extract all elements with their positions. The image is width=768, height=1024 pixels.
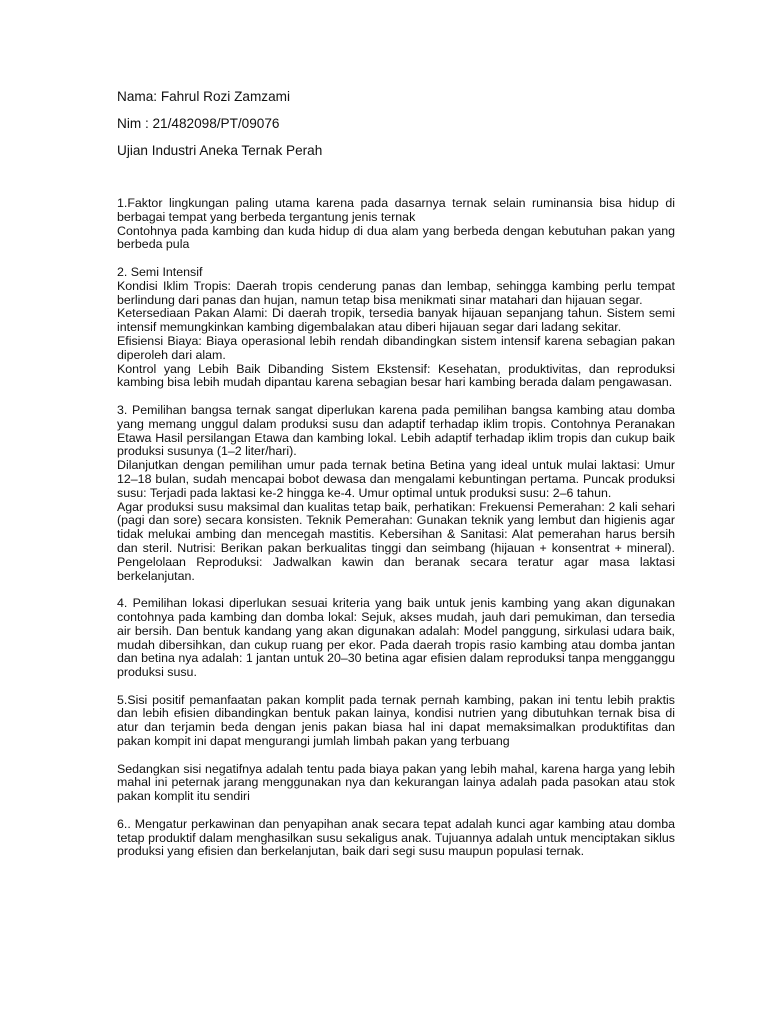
answer-1 [117,197,675,252]
paragraph-gap [117,390,675,404]
answer-3 [117,404,675,583]
student-nim: Nim : 21/482098/PT/09076 [117,116,280,131]
paragraph-gap [117,252,675,266]
answer-6-breeding: 6.. Mengatur perkawinan dan penyapihan anak secara tepat adalah kunci agar kambing atau domba tetap produktif dalam menghasilkan susu sekaligus anak. Tujuannya adalah untuk menciptakan siklus produksi yang efisien dan berkelanjutan, baik dari segi susu maupun populasi ternak. [117,816,675,859]
paragraph-gap [117,804,675,818]
answer-5-positive: 5.Sisi positif pemanfaatan pakan komplit pada ternak pernah kambing, pakan ini tentu lebih praktis dan lebih efisien dibandingkan bentuk pakan lainya, kondisi nutrien yang dibutuhkan ternak bisa di atur dan terjamin beda dengan jenis pakan biasa hal ini dapat memaksimalkan produktifitas dan pakan kompit ini dapat mengurangi jumlah limbah pakan yang terbuang [117,692,675,749]
answer-5-continued [117,763,675,804]
answer-1-example: Contohnya pada kambing dan kuda hidup di dua alam yang berbeda dengan kebutuhan pakan yang berbeda pula [117,223,675,252]
answer-3-age: Dilanjutkan dengan pemilihan umur pada ternak betina Betina yang ideal untuk mulai laktasi: Umur 12–18 bulan, sudah mencapai bobot dewasa dan mengalami kebuntingan pertama. Puncak produksi susu: Terjadi pada laktasi ke-2 hingga ke-4. Umur optimal untuk produksi susu: 2–6 tahun. [117,458,675,500]
answer-2-control: Kontrol yang Lebih Baik Dibanding Sistem Ekstensif: Kesehatan, produktivitas, dan reproduksi kambing bisa lebih mudah dipantau karena sebagian besar hari kambing berada dalam pengawasan. [117,361,675,390]
answer-6 [117,818,675,859]
answer-1-paragraph: 1.Faktor lingkungan paling utama karena pada dasarnya ternak selain ruminansia bisa hidup di berbagai tempat yang berbeda tergantung jenis ternak [117,196,675,224]
paragraph-gap [117,749,675,763]
answer-5-negative: Sedangkan sisi negatifnya adalah tentu pada biaya pakan yang lebih mahal, karena harga yang lebih mahal ini peternak jarang menggunakan nya dan kekurangan lainya adalah pada pasokan atau stok pakan komplit itu sendiri [117,761,675,804]
answers-body [117,197,675,859]
answer-2-cost: Efisiensi Biaya: Biaya operasional lebih rendah dibandingkan sistem intensif karena sebagian pakan diperoleh dari alam. [117,333,675,362]
answer-2 [117,266,675,390]
paragraph-gap [117,583,675,597]
paragraph-gap [117,680,675,694]
answer-2-heading: 2. Semi Intensif [117,264,203,279]
answer-5 [117,694,675,749]
answer-4 [117,597,675,680]
answer-3-breed: 3. Pemilihan bangsa ternak sangat diperlukan karena pada pemilihan bangsa kambing atau domba yang memang unggul dalam produksi susu dan adaptif terhadap iklim tropis. Contohnya Peranakan Etawa Hasil persilangan Etawa dan kambing lokal. Lebih adaptif terhadap iklim tropis dan cukup baik produksi susunya (1–2 liter/hari). [117,402,675,459]
exam-title: Ujian Industri Aneka Ternak Perah [117,143,323,158]
answer-4-location: 4. Pemilihan lokasi diperlukan sesuai kriteria yang baik untuk jenis kambing yang akan digunakan contohnya pada kambing dan domba lokal: Sejuk, akses mudah, jauh dari pemukiman, dan tersedia air bersih. Dan bentuk kandang yang akan digunakan adalah: Model panggung, sirkulasi udara baik, mudah dibersihkan, dan cukup ruang per ekor. Pada daerah tropis rasio kambing atau domba jantan dan betina nya adalah: 1 jantan untuk 20–30 betina agar efisien dalam reproduksi tanpa mengganggu produksi susu. [117,596,675,680]
answer-2-feed: Ketersediaan Pakan Alami: Di daerah tropik, tersedia banyak hijauan sepanjang tahun. Sistem semi intensif memungkinkan kambing digembalakan atau diberi hijauan segar dari ladang sekitar. [117,306,675,335]
student-name: Nama: Fahrul Rozi Zamzami [117,89,290,104]
answer-3-milking: Agar produksi susu maksimal dan kualitas tetap baik, perhatikan: Frekuensi Pemerahan: 2 kali sehari (pagi dan sore) secara konsisten. Teknik Pemerahan: Gunakan teknik yang lembut dan higienis agar tidak melukai ambing dan mencegah mastitis. Kebersihan & Sanitasi: Alat pemerahan harus bersih dan steril. Nutrisi: Berikan pakan berkualitas tinggi dan seimbang (hijauan + konsentrat + mineral). Pengelolaan Reproduksi: Jadwalkan kawin dan beranak secara teratur agar masa laktasi berkelanjutan. [117,499,675,583]
answer-2-climate: Kondisi Iklim Tropis: Daerah tropis cenderung panas dan lembap, sehingga kambing perlu tempat berlindung dari panas dan hujan, namun tetap bisa menikmati sinar matahari dan hijauan segar. [117,278,675,307]
